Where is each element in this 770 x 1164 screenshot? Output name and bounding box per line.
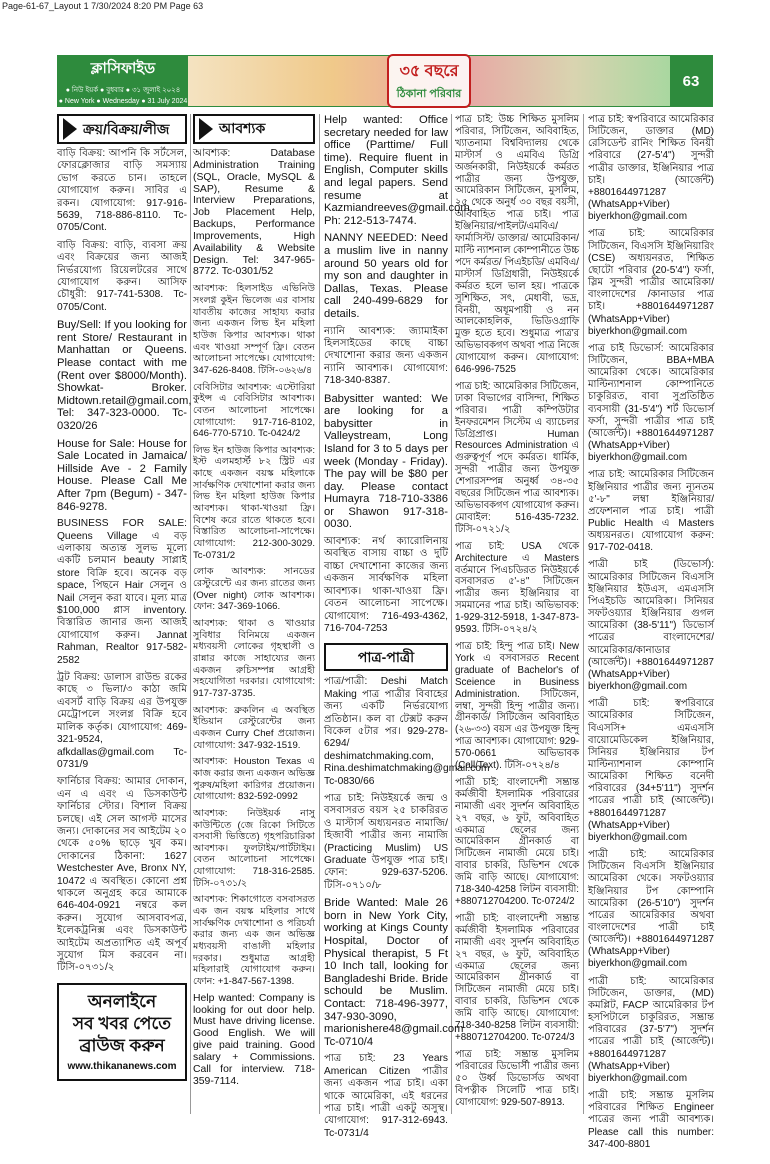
online-promo-box[interactable] — [57, 983, 187, 1081]
column-wanted — [193, 114, 315, 1092]
classified-ad: বেবিসিটার আবশ্যক: এস্টোরিয়া কুইন্স এ বেবিসিটার আবশ্যক। বেতন আলোচনা সাপেক্ষে। যোগাযোগ: 917-716-8102, 646-770-5710. Tc-0424/2 — [193, 381, 315, 440]
classified-ad: ট্রট বিক্রয়: ডালাস রাউন্ড রকের কাছে ৩ ভিলা/৩ কাঠা জমি এবসর্ট বাড়ি বিক্রয় এর উপযুক্ত মেট্রোপলে সংলগ্ন বিক্রি হবে মালিক কর্তৃক। যোগাযোগ: 469-321-9524, afkdallas@gmail.com Tc-0731/9 — [57, 672, 187, 770]
classified-ad: পাত্রী চাই: স্বপরিবারে আমেরিকার সিটিজেন, বিএসসি+ এমএসসি বায়োমেডিকেল ইঞ্জিনিয়ার, সিনিয়র ইঞ্জিনিয়ার টপ মাল্টিন্যাশনাল কোম্পানি আমেরিকা শিক্ষিত বনেদী পরিবারের (34+5'11") সুদর্শন পাত্রের পাত্রী চাই (আর্জেন্ট)। +8801644971287 (WhatsApp+Viber) biyerkhon@gmail.com — [588, 698, 714, 843]
classified-ad: Help wanted: Company is looking for out door help. Must have driving license. Good English. We will give paid training. Good salary + Commissions. Call for interview. 718-359-7114. — [193, 992, 315, 1087]
column-matrimony-3 — [588, 114, 714, 1156]
classified-ad: লিভ ইন হাউজ কিপার আবশ্যক: ইস্ট এলমহার্স্ট ৮২ স্ট্রিট এর কাছে একজন বয়স্ক মহিলাকে সার্বক্ষণিক দেখাশোনা করার জন্য লিভ ইন মহিলা হাউজ কিপার আবশ্যক। থাকা-খাওয়া ফ্রি। বিশেষ করে রাতে থাকতে হবে। বিস্তারিত আলোচনা-সাপেক্ষে। যোগাযোগ: 212-300-3029. Tc-0731/2 — [193, 444, 315, 561]
column-wanted-matrimony — [324, 114, 490, 1145]
classified-ad: লোক আবশ্যক: সানডের রেস্টুরেন্টে এর জন্য রাতের জন্য (Over night) লোক আবশ্যক। ফোন: 347-369-1066. — [193, 566, 315, 613]
section-title: ক্লাসিফাইড — [90, 60, 156, 77]
classified-ad: পাত্রী চাই: বাংলাদেশী সম্ভ্রান্ত কর্মজীবী ইসলামিক পরিবারের নামাজী এবং সুদর্শন অবিবাহিত ২৭ বছর, ৬ ফুট, অবিবাহিত একমাত্র ছেলের জন্য আমেরিকান গ্রীনকার্ড বা সিটিজেন নামাজী মেয়ে চাই। বাবার চাকরি, ডিভিশন থেকে জমি বাড়ি আছে। যোগাযোগ: 718-340-8258 লিটন ব্যবসায়ী: +880712704200. Tc-0724/3 — [455, 912, 579, 1043]
header-date-bn: ● নিউ ইয়র্ক ● বুধবার ● ৩১ জুলাই ২০২৪ — [65, 87, 181, 94]
classified-ad: Babysitter wanted: We are looking for a babysitter in Valleystream, Long Island for 3 to 5 days per week (Monday - Friday). The pay will be $80 per day. Please contact Humayra 718-710-3386 or Shawon 917-318-0030. — [324, 392, 448, 531]
classified-ad: আবশ্যক: থাকা ও খাওয়ার সুবিধার বিনিময়ে একজন মধ্যবয়সী লোকের গৃহস্থালী ও রান্নার কাজে সাহায্যের জন্য একজন রুচিসম্পন্ন আগ্রহী সহযোগিতা দরকার। যোগাযোগ: 917-737-3735. — [193, 618, 315, 699]
page-slug: Page-61-67_Layout 1 7/30/2024 8:20 PM Page 63 — [2, 1, 204, 11]
classified-ad: পাত্র চাই: আমেরিকার সিটিজেন ইঞ্জিনিয়ার পাত্রীর জন্য ন্যূনতম ৫'-৮" লম্বা ইঞ্জিনিয়ার/ প্রফেশনাল পাত্র চাই। পাত্রী Public Health এ Masters অধ্যয়নরত। যোগাযোগ করুন: 917-702-0418. — [588, 469, 714, 554]
classified-ad: আবশ্যক: ব্রুকলিন এ অবস্থিত ইন্ডিয়ান রেস্টুরেন্টের জন্য একজন Curry Chef প্রয়োজন। যোগাযোগ: 347-932-1519. — [193, 704, 315, 751]
classified-ad: বাড়ি বিক্রয়: আপনি কি সর্টসেল, ফোরক্লোজার বাড়ি সমস্যায় ভোগ করতে চান। তাহলে যোগাযোগ করুন। সাবির এ রকন। যোগাযোগ: 917-916-5639, 718-886-8110. Tc-0705/Cont. — [57, 148, 187, 234]
column-matrimony-2 — [455, 114, 579, 1113]
classified-ad: Help wanted: Office secretary needed for law office (Parttime/ Full time). Require fluent in English, Computer skills and legal papers. Send resume at Kazmiandreeves@gmail.com, Ph: 212-513-7474. — [324, 114, 473, 227]
logo-line2: ঠিকানা পরিবার — [396, 88, 462, 100]
online-promo-line3: ব্রাউজ করুন — [79, 1035, 165, 1055]
classified-ad: NANNY NEEDED: Need a muslim live in nanny around 50 years old for my son and daughter in Dallas, Texas. Please call 240-499-6829 for details. — [324, 232, 448, 320]
logo-line1: ৩৫ বছরে — [399, 63, 459, 80]
section-title-block — [58, 56, 188, 106]
classified-ad: পাত্র চাই: 23 Years American Citizen পাত্রীর জন্য একজন পাত্র চাই। একা থাকে আমেরিকা, এই ধরনের পাত্র চাই। পাত্রী একটু অসুস্থ। যোগাযোগ: 917-312-6943. Tc-0731/4 — [324, 1053, 448, 1139]
classified-ad: ন্যানি আবশ্যক: জ্যামাইকা হিলসাইডের কাছে বাচ্চা দেখাশোনা করার জন্য একজন ন্যানি আবশ্যক। যোগাযোগ: 718-340-8387. — [324, 325, 448, 387]
wanted-heading: আবশ্যক — [193, 114, 315, 144]
classified-ad: পাত্রী চাই: সম্ভ্রান্ত মুসলিম পরিবারের শিক্ষিত Engineer পাত্রের জন্য পাত্রী আবশ্যক। Please call this number: 347-400-8801 — [588, 1090, 714, 1150]
classified-ad: পাত্র চাই: আমেরিকার সিটিজেন, বিএসসি ইঞ্জিনিয়ারিং (CSE) অধ্যয়নরত, শিক্ষিত ছোটো পরিবার (20-5'4") ফর্সা, স্লিম সুন্দরী পাত্রীর আমেরিকা/বাংলাদেশের /কানাডার পাত্র চাই। +8801644971287 (WhatsApp+Viber) biyerkhon@gmail.com — [588, 228, 714, 337]
classified-ad: আবশ্যক: Houston Texas এ কাজ করার জন্য একজন অভিজ্ঞ পুরুষ/মহিলা কারিগর প্রয়োজন। যোগাযোগ: 832-592-0992 — [193, 756, 315, 803]
classified-ad: আবশ্যক: নর্থ ক্যারোলিনায় অবস্থিত বাসায় বাচ্চা ও দুটি বাচ্চা দেখাশোনা কাজের জন্য একজন সার্বক্ষণিক মহিলা আবশ্যক। থাকা-খাওয়া ফ্রি। বেতন আলোচনা সাপেক্ষে। যোগাযোগ: 716-493-4362, 716-704-7253 — [324, 536, 448, 634]
classified-ad: আবশ্যক: Database Administration Training (SQL, Oracle, MySQL & SAP), Resume & Interview Preparations, Job Placement Help, Backups, Performance Improvements, High Availability & Website Design. Tel: 347-965-8772. Tc-0301/52 — [193, 148, 315, 278]
classified-ad: পাত্র চাই: হিন্দু পাত্র চাই। New York এ বসবাসরত Recent graduate of Bachelor's of Sceience in Business Administration. সিটিজেন, লম্বা, সুন্দরী হিন্দু পাত্রীর জন্য। গ্রীনকার্ড/ সিটিজেন অবিবাহিত (২৬-৩৩) বয়স এর উপযুক্ত হিন্দু পাত্র আবশ্যক। যোগাযোগ: 929-570-0661 অভিভাবক (Call/Text). টিসি-০৭২৪/৪ — [455, 640, 579, 772]
classified-ad: পাত্রী চাই: বাংলাদেশী সম্ভ্রান্ত কর্মজীবী ইসলামিক পরিবারের নামাজী এবং সুদর্শন অবিবাহিত ২৭ বছর, ৬ ফুট, অবিবাহিত একমাত্র ছেলের জন্য আমেরিকান গ্রীনকার্ড বা সিটিজেন নামাজী মেয়ে চাই। বাবার চাকরি, ডিভিশন থেকে জমি বাড়ি আছে। যোগাযোগ: 718-340-4258 লিটন ব্যবসায়ী: +880712704200. Tc-0724/2 — [455, 776, 579, 907]
buy-sell-heading: ক্রয়/বিক্রয়/লীজ — [57, 114, 187, 144]
classified-ad: পাত্রী চাই: আমেরিকার সিটিজেন বিএসসি ইঞ্জিনিয়ার আমেরিকা থেকে। সফটওয়্যার ইঞ্জিনিয়ার টপ কোম্পানি আমেরিকা (26-5'10") সুদর্শন পাত্রের আমেরিকার অথবা বাংলাদেশের পাত্রী চাই (আর্জেন্ট)। +8801644971287 (WhatsApp+Viber) biyerkhon@gmail.com — [588, 849, 714, 970]
classified-ad: ফার্নিচার বিক্রয়: আমার দোকান, এন এ এবং এ ডিসকাউন্ট ফার্নিচার স্টোর। বিশাল বিক্রয় চলছে। এই সেল আগস্ট মাসের জন্য। দোকানের সব আইটেম ২০ থেকে ৫০% ছাড়ে খুব কম। দোকানের ঠিকানা: 1627 Westchester Ave, Bronx NY, 10472 এ অবস্থিত। কোনো প্রশ্ন থাকলে অনুগ্রহ করে আমাকে 646-404-0921 নম্বরে কল করুন। সুযোগ আসবাবপত্র, ইলেকট্রনিক্স এবং ডিসকাউন্ট আইটেম অপ্রত্যাশিত এই অপূর্ব সুযোগ মিস করবেন না। টিসি-০৭৩১/২ — [57, 776, 187, 974]
classified-ad: BUSINESS FOR SALE: Queens Village এ বড় এলাকায় অত্যন্ত সুলভ মূল্যে একটি চলমান beauty সাপ্লাই store বিক্রি হবে। অনেক বড় space, পিছনে Hair সেলুন ও Nail সেলুন করা যাবে। মূল্য মাত্র $100,000 প্লাস inventory. বিস্তারিত জানার জন্য আজই যোগাযোগ করুন। Jannat Rahman, Realtor 917-582-2582 — [57, 518, 187, 666]
column-divider — [319, 114, 320, 1114]
classified-ad: পাত্র চাই: স্বপরিবারে আমেরিকার সিটিজেন, ডাক্তার (MD) রেসিডেন্ট রানিং শিক্ষিত বিনয়ী পরিবারে (27-5'4") সুন্দরী পাত্রীর ডাক্তার, ইঞ্জিনিয়ার পাত্র চাই। (আর্জেন্ট) +8801644971287 (WhatsApp+Viber) biyerkhon@gmail.com — [588, 114, 714, 223]
matrimony-heading: পাত্র-পাত্রী — [324, 643, 448, 671]
classified-ad: পাত্র/পাত্রী: Deshi Match Making পাত্র পাত্রীর বিবাহের জন্য একটি নির্ভরযোগ্য প্রতিষ্ঠান। কল বা টেক্সট করুন বিকেল ৫টার পর। 929-278-6294/ deshimatchmaking.com, Rina.deshimatchmaking@gmail.com Tc-0830/66 — [324, 676, 490, 787]
page-number: 63 — [670, 56, 712, 106]
classified-ad: আবশ্যক: হিলসাইড এভিনিউ সংলগ্ন কুইন ভিলেজ এর বাসায় যাবতীয় কাজের সাহায্য করার জন্য একজন লিভ ইন মহিলা হাউজ কিপার আবশ্যক। থাকা এবং খাওয়া সম্পূর্ণ ফ্রি। বেতন আলোচনা সাপেক্ষে। যোগাযোগ: 347-626-8408. টিসি-০৬২৬/৪ — [193, 283, 315, 376]
anniversary-logo — [387, 54, 472, 108]
classified-ad: আবশ্যক: শিকাগোতে বসবাসরত এক জন বয়স্ক মহিলার সাথে সার্বক্ষণিক দেখাশোনা ও পরিচর্যা করার জন্য এক জন অভিজ্ঞ মধ্যবয়সী বাঙালী মহিলার দরকার। শুধুমাত্র আগ্রহী মহিলারাই যোগাযোগ করুন। ফোন: +1-847-567-1398. — [193, 894, 315, 988]
classified-ad: পাত্র চাই: USA থেকে Architecture এ Masters বর্তমানে পিএচডিরত নিউইয়র্কে বসবাসরত ৫'-৪" সিটিজেন পাত্রীর জন্য ইঞ্জিনিয়ার বা সমমানের পাত্র চাই। অভিভাবক: 1-929-312-5918, 1-347-873-9593. টিসি-০৭২৪/২ — [455, 540, 579, 636]
classified-ad: পাত্র চাই: নিউইয়র্কে জন্ম ও বসবাসরত বয়স ২৫ চাকরিরত ও মাস্টার্স অধ্যয়নরত নামাজি/ হিজাবী পাত্রীর জন্য নামাজি (Practicing Muslim) US Graduate উপযুক্ত পাত্র চাই। ফোন: 929-637-5206. টিসি-০৭১০/৮ — [324, 792, 448, 891]
arrow-right-icon — [199, 118, 213, 140]
online-promo-line2: সব খবর পেতে — [72, 1013, 172, 1033]
classified-ad: Buy/Sell: If you looking for rent Store/ Restaurant in Manhattan or Queens. Please contact with me (Rent over $8000/Month). Showkat- Broker. Midtown.retail@gmail.com, Tel: 347-323-0000. Tc-0320/26 — [57, 319, 192, 433]
classified-ad: পাত্র চাই: সম্ভ্রান্ত মুসলিম পরিবারের ডিভোর্সী পাত্রীর জন্য ৫০ উর্ধ্ব ডিভোর্সড অথবা বিপত্নীক সিলেটি পাত্র চাই। যোগাযোগ: 929-507-8913. — [455, 1048, 579, 1108]
classified-ad: পাত্র চাই ডিভোর্স: আমেরিকার সিটিজেন, BBA+MBA আমেরিকা থেকে। আমেরিকার মাল্টিন্যাশনাল কোম্পানিতে চাকুরিরত, বাবা সুপ্রতিষ্ঠিত ব্যবসায়ী (31-5'4") শর্ট ডিভোর্স ফর্সা, সুন্দরী পাত্রীর পাত্র চাই (আর্জেন্ট)। +8801644971287 (WhatsApp+Viber) biyerkhon@gmail.com — [588, 342, 714, 464]
classified-ad: বাড়ি বিক্রয়: বাড়ি, ব্যবসা ক্রয় এবং বিক্রয়ের জন্য আজই নির্ভরযোগ্য রিয়েলটরের সাথে যোগাযোগ করুন। আসিফ চৌধুরী: 917-741-5308. Tc-0705/Cont. — [57, 239, 187, 313]
column-divider — [583, 114, 584, 1114]
column-divider — [190, 114, 191, 1114]
column-buy-sell — [57, 114, 192, 1081]
anniversary-banner — [188, 56, 670, 106]
classified-ad: Bride Wanted: Male 26 born in New York City, working at Kings County Hospital, Doctor of Physical therapist, 5 Ft 10 Inch tall, looking for Bangladeshi Bride. Bride schould be Muslim. Contact: 718-496-3977, 347-930-3090, marionishere48@gmail.com Tc-0710/4 — [324, 897, 464, 1048]
classified-ad: পাত্র চাই: আমেরিকার সিটিজেন, ঢাকা বিভাগের বাসিন্দা, শিক্ষিত পরিবার। পাত্রী কম্পিউটার ইনফরমেশন সিস্টেম এ ব্যাচেলর ডিগ্রিপ্রাপ্ত। Human Resources Administration এ গুরুত্বপূর্ণ পদে কর্মরত। ধার্মিক, সুন্দরী পাত্রীর জন্য উপযুক্ত শেপারসম্পন্ন অনুর্ধ্ব ৩৪-৩৫ বছরের সিটিজেন পাত্র আবশ্যক। অভিভাবকগণ যোগাযোগ করুন। মোবাইল: 516-435-7232. টিসি-০৭২১/২ — [455, 380, 579, 535]
classified-ad: পাত্রী চাই (ডিভোর্স): আমেরিকার সিটিজেন বিএসসি ইঞ্জিনিয়ার ইউএস, এমএসসি পিএইচডি আমেরিকা। সিনিয়র সফটওয়্যার ইঞ্জিনিয়ার গুগল আমেরিকা (38-5'11") ডিভোর্স পাত্রের বাংলাদেশের/আমেরিকার/কানাডার (আর্জেন্ট)। +8801644971287 (WhatsApp+Viber) biyerkhon@gmail.com — [588, 559, 714, 693]
column-divider — [451, 114, 452, 1114]
online-promo-url[interactable]: www.thikananews.com — [67, 1060, 177, 1072]
classified-ad: পাত্র চাই: উচ্চ শিক্ষিত মুসলিম পরিবার, সিটিজেন, অবিবাহিত, খ্যাতনামা বিশ্ববিদ্যালয় থেকে মাস্টার্স ও এমবিএ ডিগ্রি অর্জনকারী, নিউইয়র্কে কর্মরত পাত্রীর জন্য উপযুক্ত, আমেরিকান সিটিজেন, মুসলিম, ২৫ থেকে অনুর্ধ ৩০ বছর বয়সী, অবিবাহিত পাত্র চাই। পাত্র ইঞ্জিনিয়ার/পাইলট/এমবিএ/ ফার্মাসিস্ট/ ডাক্তার/ আমেরিকান/ মাল্টি ন্যাশনাল কোম্পানীতে উচ্চ পদে কর্মরত/ পিএইচডি/ এমবিএ/ মাস্টার্স ডিগ্রিধারী, নিউইয়র্কে কর্মরত হলে ভাল হয়। পাত্রকে সুশিক্ষিত, সৎ, মেধাবী, ভদ্র, বিনয়ী, অধূমপায়ী ও নন আলকোহলিক, ভিডিওগ্রাফি মুক্ত হতে হবে। শুধুমাত্র পাত্র'র অভিভাবকগণ অথবা পাত্র নিজে যোগাযোগ করুন। যোগাযোগ: 646-996-7525 — [455, 114, 579, 376]
header-date-en: ● New York ● Wednesday ● 31 July 2024 — [58, 98, 188, 105]
online-promo-line1: অনলাইনে — [87, 991, 157, 1011]
classified-ad: আবশ্যক: নিউইয়র্ক নাসু কাউন্টিতে (জে রিকো সিটিতে বসবাসী ভিত্তিতে) গৃহপরিচারিকা আবশ্যক। ফুলটাইম/পার্টটাইম। বেতন আলোচনা সাপেক্ষে। যোগাযোগ: 718-316-2585. টিসি-০৭৩১/২ — [193, 807, 315, 889]
arrow-right-icon — [63, 118, 77, 140]
classified-ad: পাত্রী চাই: আমেরিকার সিটিজেন, ডাক্তার, (MD) কমপ্লিট, FACP আমেরিকার টপ হসপিটালে চাকুরিরত, সম্ভ্রান্ত পরিবারের (37-5'7") সুদর্শন পাত্রের পাত্রী চাই (আর্জেন্ট)। +8801644971287 (WhatsApp+Viber) biyerkhon@gmail.com — [588, 975, 714, 1084]
classified-ad: House for Sale: House for Sale Located in Jamaica/ Hillside Ave - 2 Family House. Please Call Me After 7pm (Begum) - 347-846-9278. — [57, 437, 187, 513]
section-header — [57, 55, 713, 107]
